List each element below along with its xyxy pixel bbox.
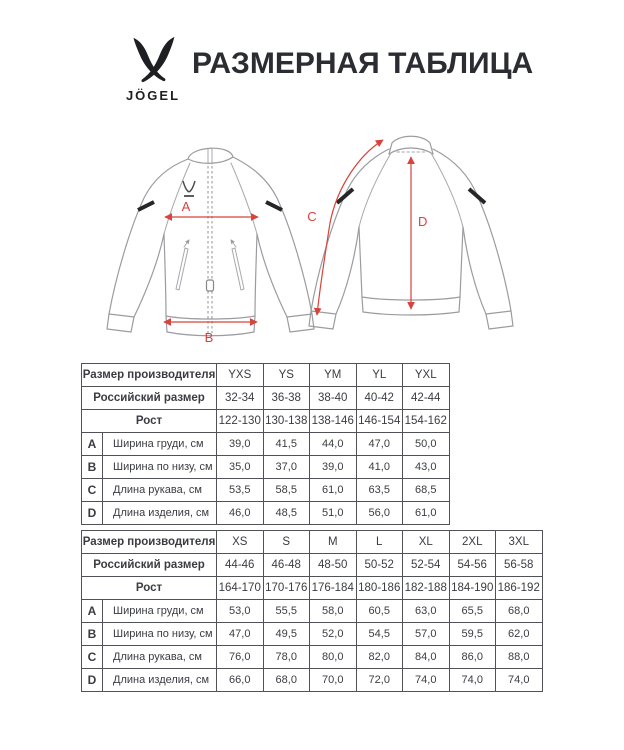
size-header-cell: 32-34 bbox=[217, 387, 264, 410]
size-header-cell: XL bbox=[403, 531, 450, 554]
size-header-cell: 36-38 bbox=[263, 387, 310, 410]
measure-value-cell: 47,0 bbox=[356, 433, 403, 456]
measure-letter-cell: C bbox=[82, 479, 103, 502]
size-header-cell: S bbox=[263, 531, 310, 554]
measure-value-cell: 68,5 bbox=[403, 479, 450, 502]
measure-value-cell: 56,0 bbox=[356, 502, 403, 525]
measure-value-cell: 80,0 bbox=[310, 646, 357, 669]
row-header-label: Российский размер bbox=[82, 387, 217, 410]
row-header-label: Рост bbox=[82, 577, 217, 600]
measure-value-cell: 62,0 bbox=[496, 623, 543, 646]
jacket-front-outline bbox=[107, 148, 317, 336]
measure-value-cell: 70,0 bbox=[310, 669, 357, 692]
size-header-cell: 170-176 bbox=[263, 577, 310, 600]
measure-row bbox=[82, 502, 450, 525]
measure-value-cell: 60,5 bbox=[356, 600, 403, 623]
header-row bbox=[82, 554, 543, 577]
measure-d-label: D bbox=[418, 214, 428, 229]
measure-b-label: B bbox=[204, 330, 214, 345]
measure-value-cell: 48,5 bbox=[263, 502, 310, 525]
measure-value-cell: 58,5 bbox=[263, 479, 310, 502]
measure-value-cell: 84,0 bbox=[403, 646, 450, 669]
size-header-cell: 154-162 bbox=[403, 410, 450, 433]
header-row bbox=[82, 410, 450, 433]
size-header-cell: 48-50 bbox=[310, 554, 357, 577]
measure-value-cell: 53,0 bbox=[217, 600, 264, 623]
measure-value-cell: 58,0 bbox=[310, 600, 357, 623]
size-header-cell: 180-186 bbox=[356, 577, 403, 600]
size-header-cell: YL bbox=[356, 364, 403, 387]
header-row bbox=[82, 577, 543, 600]
measure-d-arrow bbox=[411, 157, 427, 309]
measure-value-cell: 78,0 bbox=[263, 646, 310, 669]
measure-value-cell: 86,0 bbox=[449, 646, 496, 669]
measure-name-cell: Длина рукава, см bbox=[103, 479, 217, 502]
header-row bbox=[82, 364, 450, 387]
measure-row bbox=[82, 456, 450, 479]
measure-value-cell: 59,5 bbox=[449, 623, 496, 646]
measure-c-label: C bbox=[307, 209, 317, 224]
size-header-cell: 3XL bbox=[496, 531, 543, 554]
measure-value-cell: 55,5 bbox=[263, 600, 310, 623]
measure-value-cell: 52,0 bbox=[310, 623, 357, 646]
size-table-grid bbox=[81, 530, 543, 692]
adult-size-table bbox=[81, 530, 543, 692]
measure-letter-cell: A bbox=[82, 433, 103, 456]
measure-row bbox=[82, 646, 543, 669]
measure-value-cell: 61,0 bbox=[403, 502, 450, 525]
measure-value-cell: 66,0 bbox=[217, 669, 264, 692]
row-header-label: Размер производителя bbox=[82, 364, 217, 387]
measure-row bbox=[82, 669, 543, 692]
measure-value-cell: 46,0 bbox=[217, 502, 264, 525]
measure-value-cell: 57,0 bbox=[403, 623, 450, 646]
measure-letter-cell: C bbox=[82, 646, 103, 669]
size-header-cell: 2XL bbox=[449, 531, 496, 554]
measure-row bbox=[82, 600, 543, 623]
size-header-cell: YXL bbox=[403, 364, 450, 387]
size-header-cell: 50-52 bbox=[356, 554, 403, 577]
measure-value-cell: 37,0 bbox=[263, 456, 310, 479]
size-header-cell: L bbox=[356, 531, 403, 554]
size-header-cell: YXS bbox=[217, 364, 264, 387]
measure-value-cell: 49,5 bbox=[263, 623, 310, 646]
measure-value-cell: 65,5 bbox=[449, 600, 496, 623]
measure-value-cell: 39,0 bbox=[217, 433, 264, 456]
measure-value-cell: 35,0 bbox=[217, 456, 264, 479]
measure-value-cell: 88,0 bbox=[496, 646, 543, 669]
measure-value-cell: 74,0 bbox=[496, 669, 543, 692]
header-row bbox=[82, 387, 450, 410]
size-header-cell: 46-48 bbox=[263, 554, 310, 577]
brand-logo-icon bbox=[127, 35, 179, 87]
measure-value-cell: 68,0 bbox=[496, 600, 543, 623]
size-header-cell: 122-130 bbox=[217, 410, 264, 433]
row-header-label: Размер производителя bbox=[82, 531, 217, 554]
header-row bbox=[82, 531, 543, 554]
row-header-label: Рост bbox=[82, 410, 217, 433]
page-title: РАЗМЕРНАЯ ТАБЛИЦА bbox=[192, 47, 534, 80]
measure-letter-cell: B bbox=[82, 456, 103, 479]
measure-value-cell: 76,0 bbox=[217, 646, 264, 669]
measure-name-cell: Длина рукава, см bbox=[103, 646, 217, 669]
measure-value-cell: 47,0 bbox=[217, 623, 264, 646]
left-shoulder-stripe-back bbox=[337, 189, 353, 203]
size-header-cell: 130-138 bbox=[263, 410, 310, 433]
size-header-cell: 56-58 bbox=[496, 554, 543, 577]
measure-value-cell: 82,0 bbox=[356, 646, 403, 669]
measure-value-cell: 74,0 bbox=[449, 669, 496, 692]
size-header-cell: 146-154 bbox=[356, 410, 403, 433]
youth-size-table bbox=[81, 363, 450, 525]
measure-name-cell: Ширина по низу, см bbox=[103, 623, 217, 646]
size-header-cell: 44-46 bbox=[217, 554, 264, 577]
size-header-cell: 52-54 bbox=[403, 554, 450, 577]
brand-wordmark: JÖGEL bbox=[125, 88, 181, 103]
measure-name-cell: Ширина по низу, см bbox=[103, 456, 217, 479]
size-header-cell: 164-170 bbox=[217, 577, 264, 600]
measure-letter-cell: D bbox=[82, 502, 103, 525]
size-header-cell: 186-192 bbox=[496, 577, 543, 600]
measure-name-cell: Длина изделия, см bbox=[103, 669, 217, 692]
size-header-cell: 176-184 bbox=[310, 577, 357, 600]
zipper-slider bbox=[207, 280, 214, 291]
size-header-cell: 138-146 bbox=[310, 410, 357, 433]
measure-letter-cell: A bbox=[82, 600, 103, 623]
size-header-cell: XS bbox=[217, 531, 264, 554]
measure-value-cell: 41,0 bbox=[356, 456, 403, 479]
measure-value-cell: 61,0 bbox=[310, 479, 357, 502]
measure-value-cell: 53,5 bbox=[217, 479, 264, 502]
size-header-cell: 40-42 bbox=[356, 387, 403, 410]
measure-value-cell: 51,0 bbox=[310, 502, 357, 525]
size-header-cell: 184-190 bbox=[449, 577, 496, 600]
measure-letter-cell: B bbox=[82, 623, 103, 646]
chest-logo-icon bbox=[183, 181, 195, 196]
jacket-front-diagram bbox=[98, 126, 318, 356]
size-header-cell: 182-188 bbox=[403, 577, 450, 600]
measure-value-cell: 43,0 bbox=[403, 456, 450, 479]
size-table-grid bbox=[81, 363, 450, 525]
measure-value-cell: 44,0 bbox=[310, 433, 357, 456]
measure-value-cell: 39,0 bbox=[310, 456, 357, 479]
size-header-cell: 38-40 bbox=[310, 387, 357, 410]
measure-value-cell: 68,0 bbox=[263, 669, 310, 692]
measure-name-cell: Ширина груди, см bbox=[103, 433, 217, 456]
jacket-back-diagram bbox=[301, 123, 521, 353]
measure-value-cell: 72,0 bbox=[356, 669, 403, 692]
measure-name-cell: Ширина груди, см bbox=[103, 600, 217, 623]
measure-row bbox=[82, 433, 450, 456]
size-header-cell: 54-56 bbox=[449, 554, 496, 577]
row-header-label: Российский размер bbox=[82, 554, 217, 577]
size-header-cell: 42-44 bbox=[403, 387, 450, 410]
measure-value-cell: 41,5 bbox=[263, 433, 310, 456]
size-header-cell: M bbox=[310, 531, 357, 554]
measure-value-cell: 50,0 bbox=[403, 433, 450, 456]
right-shoulder-stripe-back bbox=[469, 189, 485, 203]
size-header-cell: YS bbox=[263, 364, 310, 387]
measure-value-cell: 54,5 bbox=[356, 623, 403, 646]
measure-a-label: A bbox=[181, 199, 191, 214]
measure-value-cell: 63,5 bbox=[356, 479, 403, 502]
size-header-cell: YM bbox=[310, 364, 357, 387]
measure-letter-cell: D bbox=[82, 669, 103, 692]
measure-name-cell: Длина изделия, см bbox=[103, 502, 217, 525]
measure-row bbox=[82, 623, 543, 646]
measure-row bbox=[82, 479, 450, 502]
measure-value-cell: 74,0 bbox=[403, 669, 450, 692]
measure-value-cell: 63,0 bbox=[403, 600, 450, 623]
